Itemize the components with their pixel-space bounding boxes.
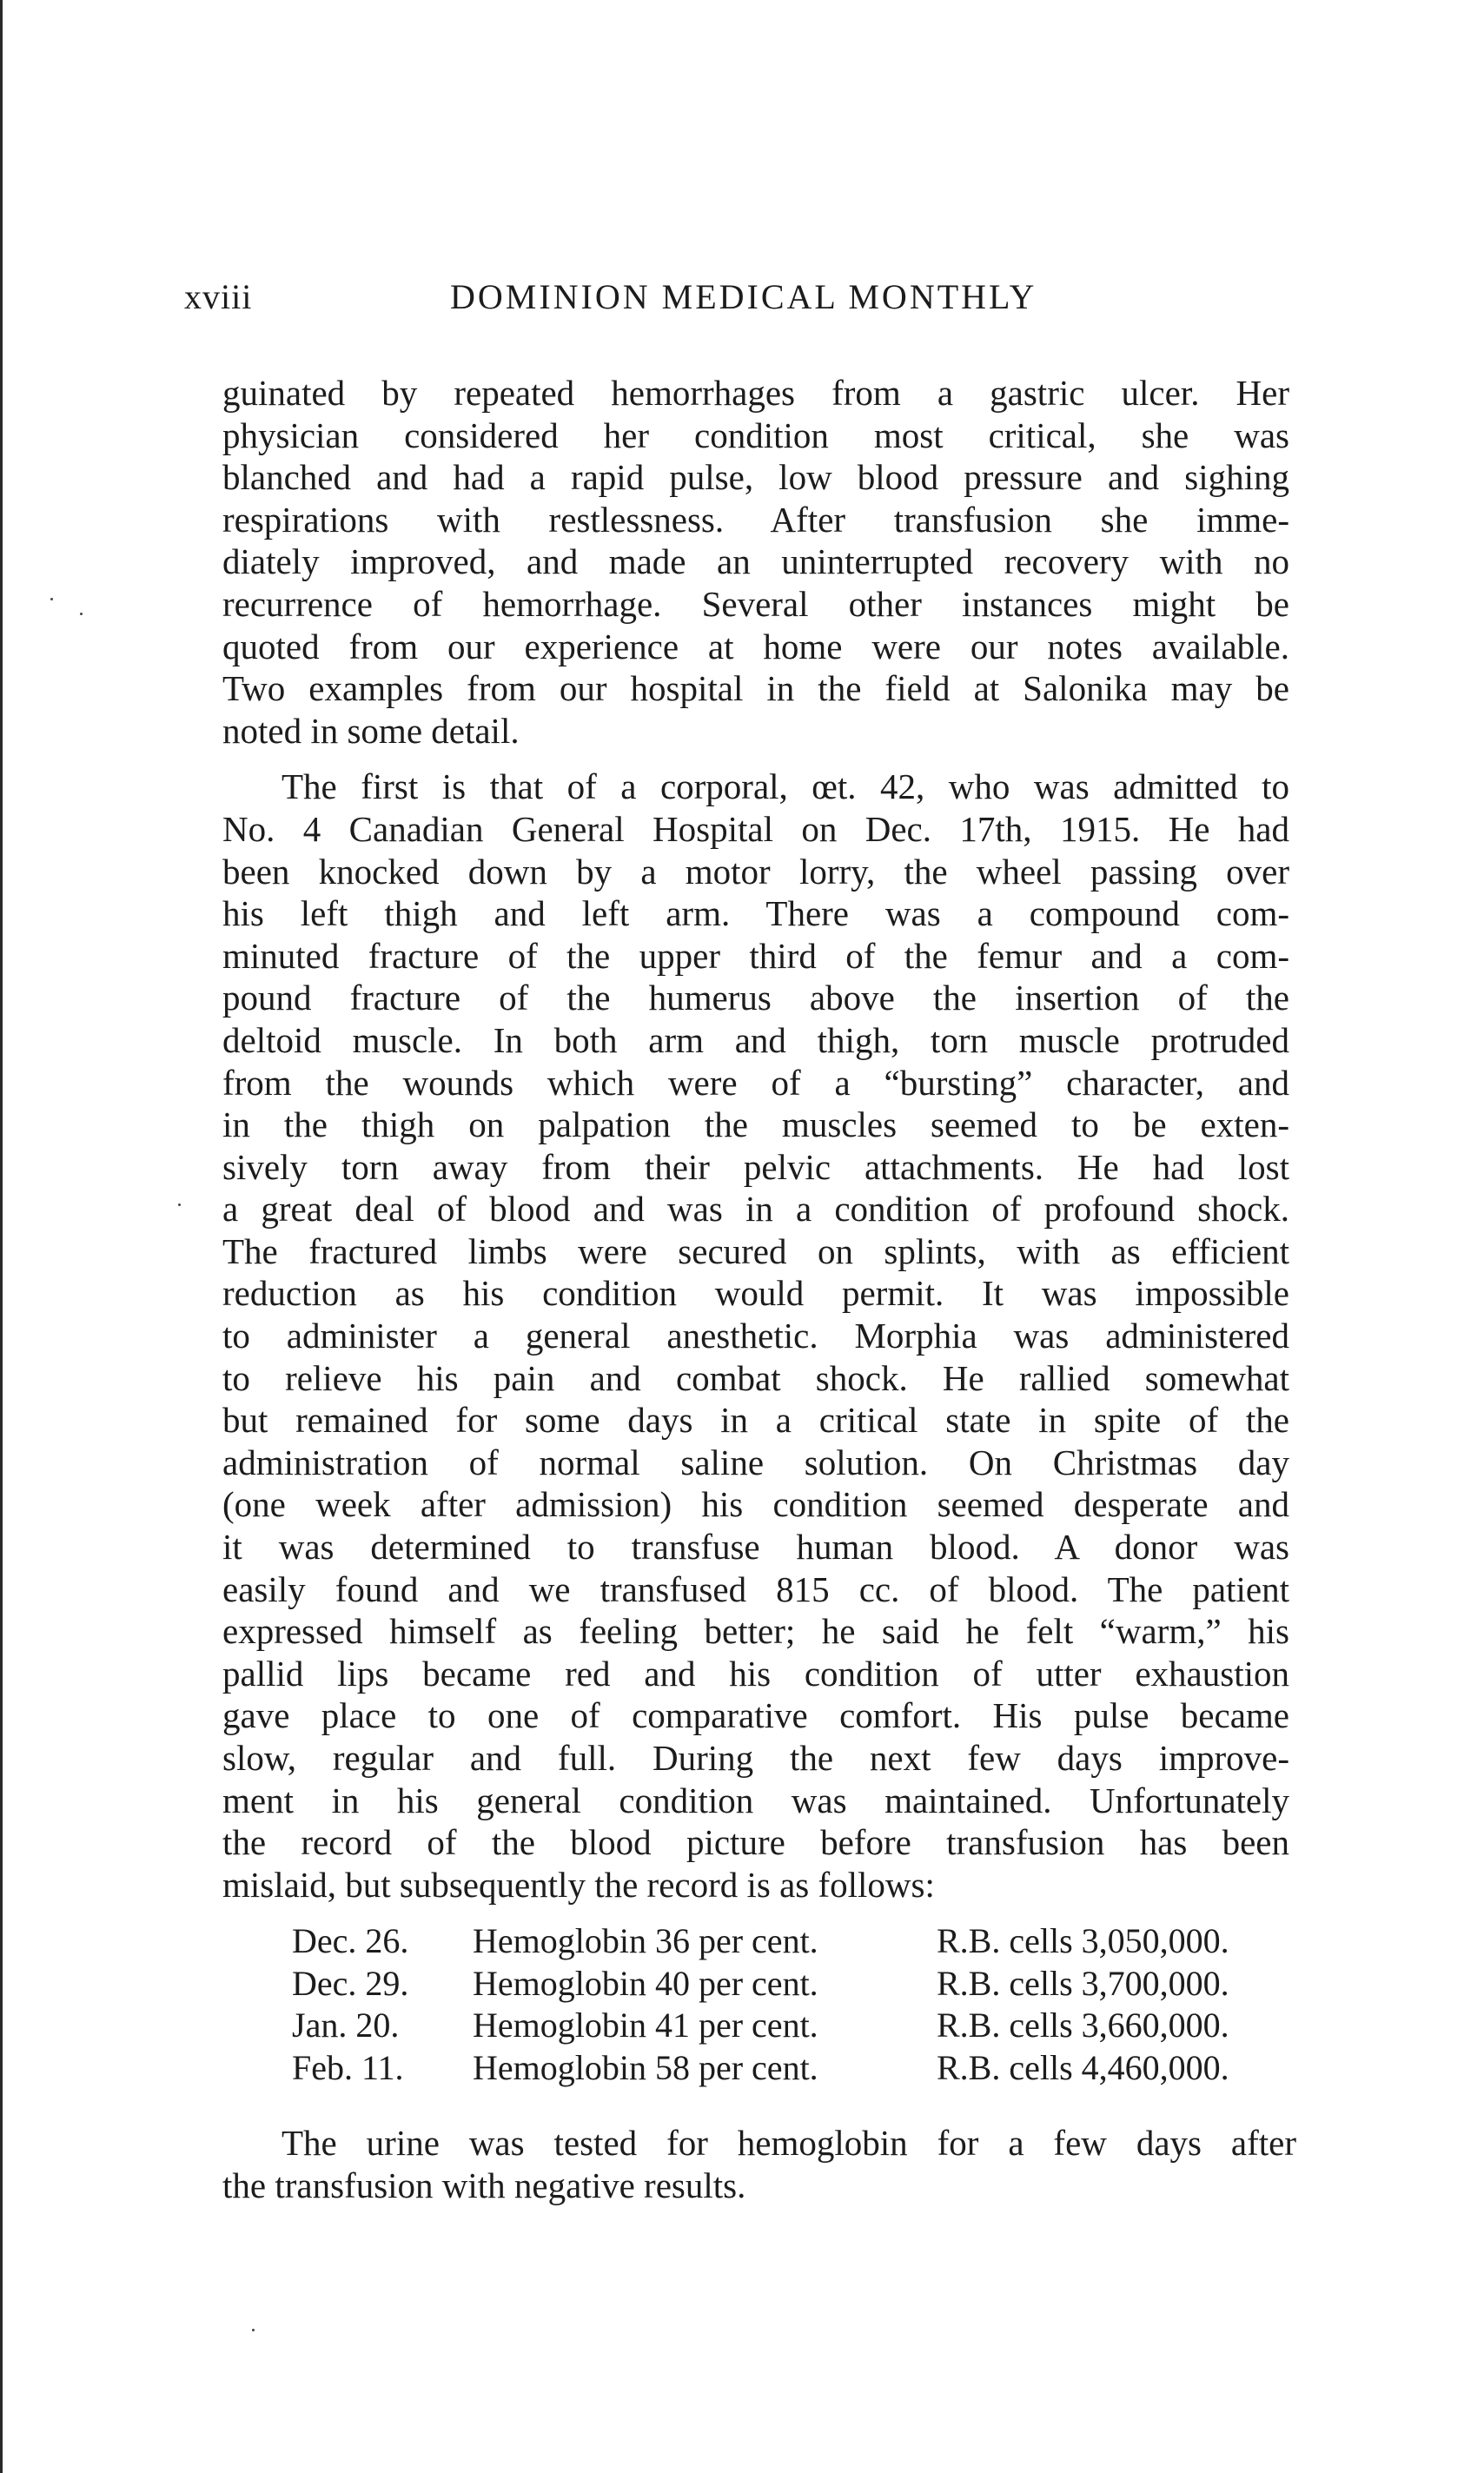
paragraph-continuation (222, 372, 1289, 752)
text-line: a great deal of blood and was in a condition of profound shock. (222, 1189, 1289, 1230)
text-line: No. 4 Canadian General Hospital on Dec. 17th, 1915. He had (222, 808, 1289, 849)
text-line: to administer a general anesthetic. Morphia was administered (222, 1316, 1289, 1356)
closing-paragraph (222, 2122, 1296, 2206)
text-line: easily found and we transfused 815 cc. of blood. The patient (222, 1568, 1289, 1609)
ink-speck (80, 613, 83, 615)
ink-speck (178, 1203, 181, 1206)
text-line: the record of the blood picture before transfusion has been (222, 1822, 1289, 1863)
text-line: from the wounds which were of a “bursting” character, and (222, 1062, 1289, 1103)
text-line: reduction as his condition would permit. It was impossible (222, 1273, 1289, 1314)
text-line: mislaid, but subsequently the record is as follows: (222, 1864, 935, 1905)
text-line: in the thigh on palpation the muscles seemed to be exten- (222, 1104, 1289, 1145)
text-line: to relieve his pain and combat shock. He rallied somewhat (222, 1357, 1289, 1398)
text-line: the transfusion with negative results. (222, 2165, 746, 2205)
record-cells: R.B. cells 3,050,000. (937, 1921, 1229, 1960)
page-edge-rule (0, 0, 3, 2473)
record-hemoglobin: Hemoglobin 58 per cent. (473, 2047, 818, 2087)
text-line: blanched and had a rapid pulse, low blood pressure and sighing (222, 457, 1289, 498)
record-date: Dec. 29. (292, 1963, 409, 2003)
text-line: his left thigh and left arm. There was a compound com- (222, 893, 1289, 934)
record-cells: R.B. cells 3,700,000. (937, 1963, 1229, 2003)
record-hemoglobin: Hemoglobin 36 per cent. (473, 1921, 818, 1960)
text-line: slow, regular and full. During the next few days improve- (222, 1738, 1289, 1778)
record-cells: R.B. cells 4,460,000. (937, 2047, 1229, 2087)
record-date: Jan. 20. (292, 2006, 400, 2045)
ink-speck (252, 2329, 255, 2331)
text-line: The fractured limbs were secured on splints, with as efficient (222, 1230, 1289, 1271)
ink-speck (50, 598, 53, 600)
text-line: deltoid muscle. In both arm and thigh, torn muscle protruded (222, 1019, 1289, 1060)
page-header (184, 276, 1279, 328)
record-cells: R.B. cells 3,660,000. (937, 2006, 1229, 2045)
text-line: but remained for some days in a critical state in spite of the (222, 1400, 1289, 1441)
text-line: been knocked down by a motor lorry, the wheel passing over (222, 851, 1289, 892)
record-date: Dec. 26. (292, 1921, 409, 1960)
body-text (222, 372, 1289, 1906)
text-line: Two examples from our hospital in the field at Salonika may be (222, 668, 1289, 709)
text-line: quoted from our experience at home were our notes available. (222, 626, 1289, 666)
text-line: ment in his general condition was maintained. Unfortunately (222, 1780, 1289, 1820)
page-number: xviii (184, 277, 253, 316)
text-line: noted in some detail. (222, 710, 520, 751)
record-hemoglobin: Hemoglobin 40 per cent. (473, 1963, 818, 2003)
text-line: The first is that of a corporal, œt. 42, who was admitted to (282, 766, 1289, 807)
text-line: expressed himself as feeling better; he said he felt “warm,” his (222, 1611, 1289, 1652)
record-hemoglobin: Hemoglobin 41 per cent. (473, 2006, 818, 2045)
text-line: guinated by repeated hemorrhages from a gastric ulcer. Her (222, 373, 1289, 413)
paragraph-case-report (222, 766, 1289, 1906)
text-line: pound fracture of the humerus above the insertion of the (222, 978, 1289, 1018)
text-line: pallid lips became red and his condition of utter exhaustion (222, 1653, 1289, 1694)
text-line: recurrence of hemorrhage. Several other instances might be (222, 583, 1289, 624)
text-line: (one week after admission) his condition seemed desperate and (222, 1484, 1289, 1525)
running-title: DOMINION MEDICAL MONTHLY (450, 277, 1037, 316)
text-line: administration of normal saline solution. On Christmas day (222, 1442, 1289, 1482)
text-line: physician considered her condition most critical, she was (222, 414, 1289, 455)
text-line: gave place to one of comparative comfort. His pulse became (222, 1695, 1289, 1736)
text-line: sively torn away from their pelvic attachments. He had lost (222, 1146, 1289, 1187)
text-line: it was determined to transfuse human blood. A donor was (222, 1527, 1289, 1568)
text-line: diately improved, and made an uninterrupted recovery with no (222, 541, 1289, 582)
record-date: Feb. 11. (292, 2047, 404, 2087)
text-line: minuted fracture of the upper third of the femur and a com- (222, 935, 1289, 976)
text-line: The urine was tested for hemoglobin for a few days after (282, 2123, 1296, 2163)
text-line: respirations with restlessness. After transfusion she imme- (222, 499, 1289, 540)
paragraph-gap (222, 752, 1289, 766)
